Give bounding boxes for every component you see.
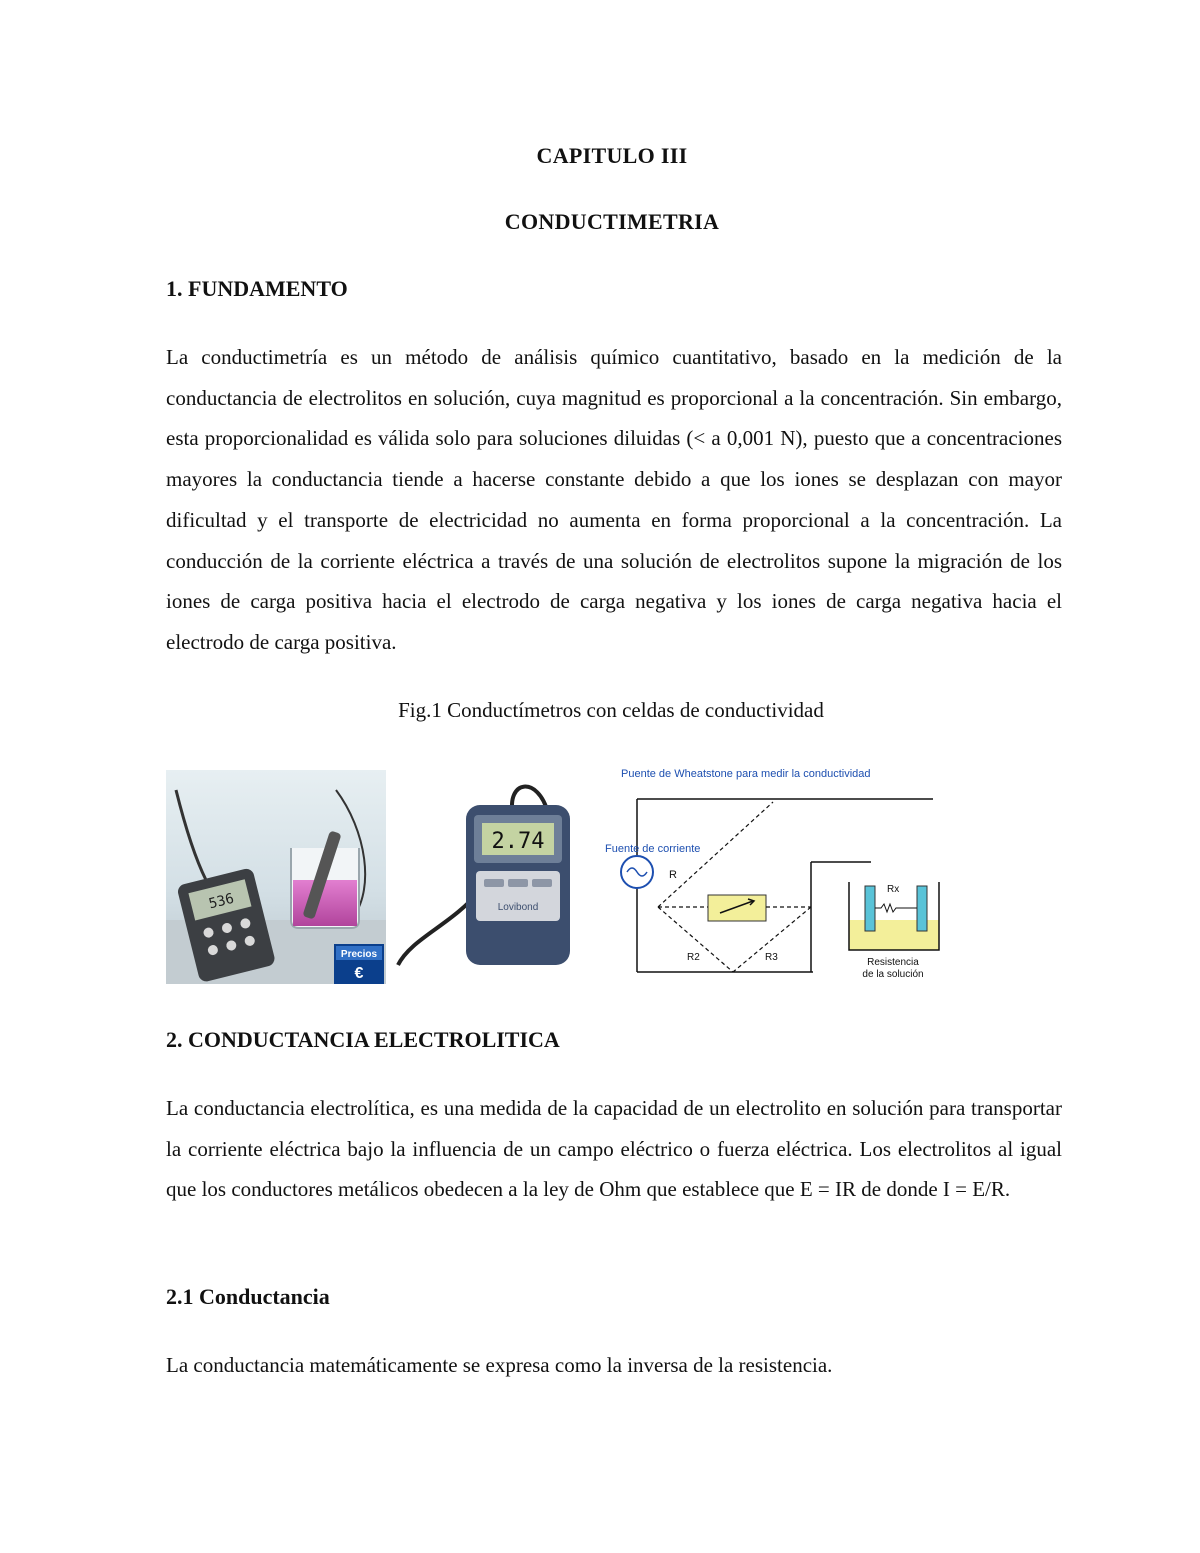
rx-label: Rx — [887, 884, 900, 895]
section-1-paragraph: La conductimetría es un método de análisis químico cuantitativo, basado en la medición de la conductancia de electrolitos en solución, cuya magnitud es proporcional a la concentración. Sin embargo, esta proporcionalidad es válida solo para soluciones diluidas (< a 0,001 N), puesto que a concentraciones mayores la conductancia tiende a hacerse constante debido a que los iones se desplazan con mayor dificultad y el transporte de electricidad no aumenta en forma proporcional a la concentración. La conducción de la corriente eléctrica a través de una solución de electrolitos supone la migración de los iones de carga positiva hacia el electrodo de carga negativa y los iones de carga negativa hacia el electrodo de carga positiva. — [166, 345, 1062, 654]
conductimeter-photo-2 — [388, 775, 600, 981]
r3-label: R3 — [765, 952, 778, 963]
source-label: Fuente de corriente — [605, 843, 701, 855]
meter-display-2: 2.74 — [491, 829, 545, 854]
solution-label-2: de la solución — [862, 969, 924, 980]
lovibond-meter — [466, 805, 570, 965]
section-1-heading: 1. FUNDAMENTO — [166, 276, 348, 301]
wheatstone-bridge-diagram — [603, 762, 943, 984]
section-2-1-heading: 2.1 Conductancia — [166, 1284, 330, 1309]
euro-icon: € — [354, 965, 364, 982]
subject-title: CONDUCTIMETRIA — [504, 209, 720, 234]
r2-label: R2 — [687, 952, 700, 963]
chapter-title: CAPITULO III — [536, 143, 688, 168]
meter-display-1: 536 — [207, 890, 236, 913]
figure-caption: Fig.1 Conductímetros con celdas de conductividad — [398, 698, 824, 722]
section-2-1-paragraph: La conductancia matemáticamente se expresa como la inversa de la resistencia. — [166, 1353, 833, 1377]
section-2-paragraph: La conductancia electrolítica, es una medida de la capacidad de un electrolito en solución para transportar la corriente eléctrica bajo la influencia de un campo eléctrico o fuerza eléctrica. Los electrolitos al igual que los conductores metálicos obedecen a la ley de Ohm que establece que E = IR de donde I = E/R. — [166, 1096, 1062, 1202]
conductimeter-photo-1 — [166, 770, 386, 984]
section-2-heading: 2. CONDUCTANCIA ELECTROLITICA — [166, 1027, 560, 1052]
solution-label-1: Resistencia — [867, 957, 919, 968]
price-badge-label: Precios — [340, 949, 378, 960]
diagram-title: Puente de Wheatstone para medir la conductividad — [621, 768, 871, 780]
conductivity-cell — [849, 882, 939, 950]
r-label: R — [669, 869, 677, 881]
price-badge — [334, 944, 384, 984]
meter-brand: Lovibond — [497, 902, 539, 913]
